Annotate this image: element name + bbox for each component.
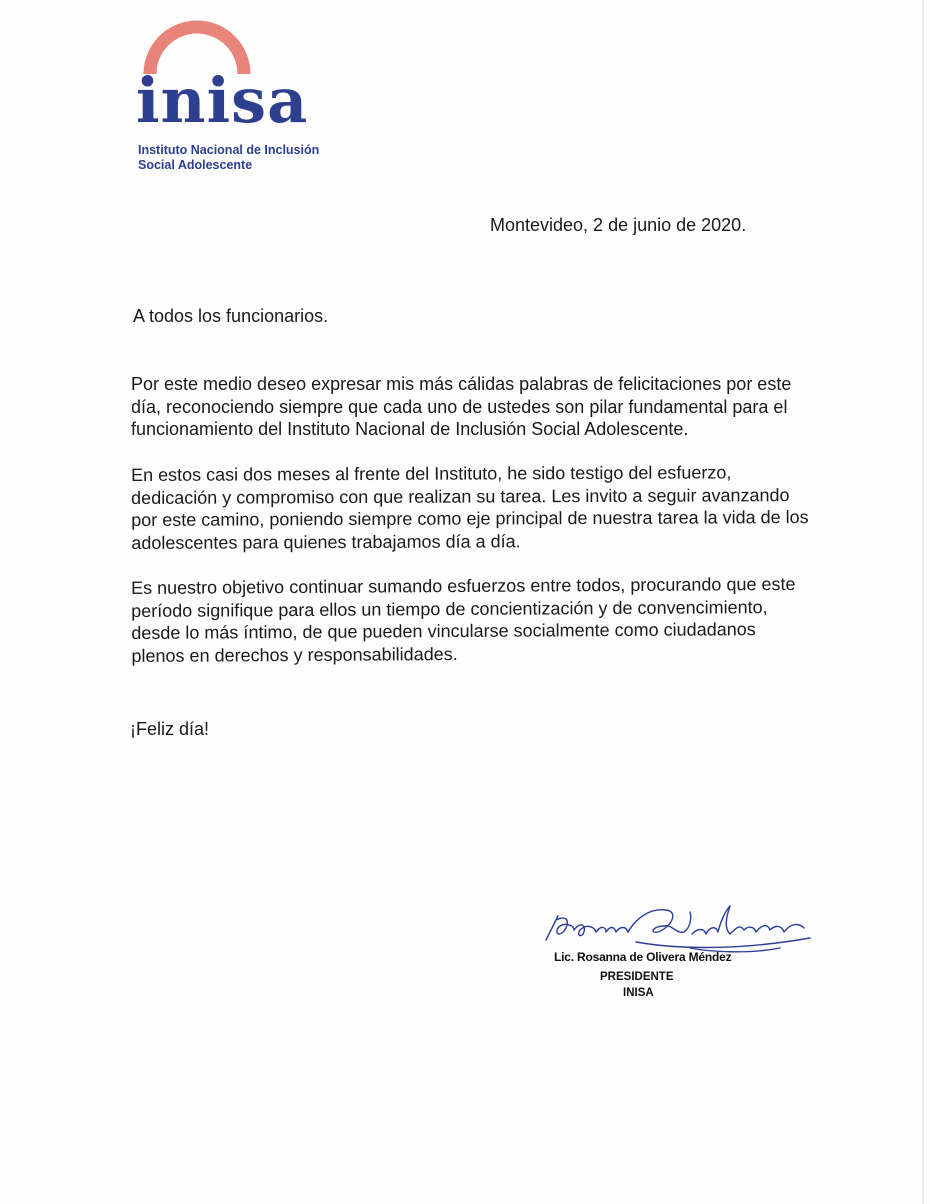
paragraph-line: funcionamiento del Instituto Nacional de Inclusión Social Adolescente.	[131, 419, 689, 439]
paragraph-line: plenos en derechos y responsabilidades.	[131, 643, 458, 666]
signatory-name: Lic. Rosanna de Olivera Méndez	[554, 950, 732, 964]
inisa-logo	[132, 18, 352, 172]
letter-paragraph	[131, 572, 892, 667]
paragraph-line: desde lo más íntimo, de que pueden vincularse socialmente como ciudadanos	[131, 619, 756, 643]
page-edge	[922, 0, 924, 1204]
paragraph-line: adolescentes para quienes trabajamos día a día.	[131, 530, 521, 553]
letter-closing: ¡Feliz día!	[130, 719, 210, 739]
letter-greeting: A todos los funcionarios.	[133, 306, 329, 326]
logo-subtitle	[138, 143, 319, 173]
logo-subtitle-line: Social Adolescente	[138, 158, 253, 172]
paragraph-line: período signifique para ellos un tiempo de concientización y de convencimiento,	[131, 596, 768, 621]
letter-paragraph	[131, 373, 891, 441]
paragraph-line: día, reconociendo siempre que cada uno de ustedes son pilar fundamental para el	[131, 396, 788, 417]
logo-subtitle-line: Instituto Nacional de Inclusión	[138, 143, 320, 157]
signature-block	[540, 898, 820, 1008]
paragraph-line: Por este medio deseo expresar mis más cálidas palabras de felicitaciones por este	[131, 374, 792, 394]
logo-wordmark: inisa	[136, 64, 309, 137]
signatory-organization: INISA	[623, 987, 654, 999]
letter-date: Montevideo, 2 de junio de 2020.	[490, 215, 747, 235]
paragraph-line: por este camino, poniendo siempre como eje principal de nuestra tarea la vida de los	[131, 507, 809, 530]
paragraph-line: dedicación y compromiso con que realizan su tarea. Les invito a seguir avanzando	[131, 484, 790, 508]
letter-paragraph	[131, 461, 891, 554]
paragraph-line: Es nuestro objetivo continuar sumando esfuerzos entre todos, procurando que este	[131, 573, 796, 598]
paragraph-line: En estos casi dos meses al frente del Instituto, he sido testigo del esfuerzo,	[131, 462, 732, 485]
signatory-title: PRESIDENTE	[600, 971, 674, 983]
